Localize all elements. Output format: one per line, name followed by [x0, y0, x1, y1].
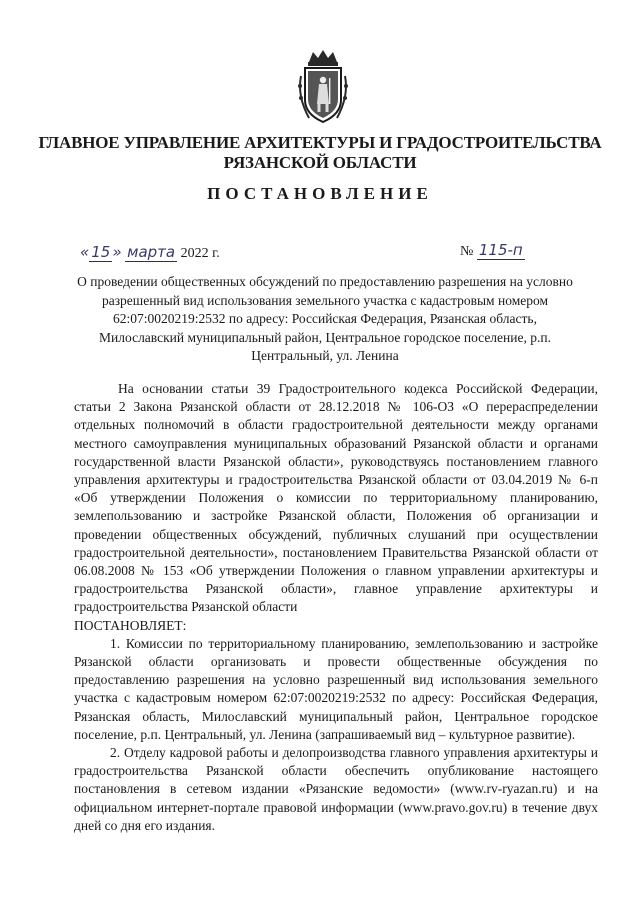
number-value: 115-п: [478, 241, 523, 259]
date-open-quote: «: [80, 243, 90, 261]
document-subject: О проведении общественных обсуждений по предоставлению разрешения на условно разрешенный вид использования земельного участка с кадастровым номером 62:07:0020219:2532 по адресу: Российская Федерация, Рязанская область, Милославский муниципальный район, Центральное городское поселение, р.п. Центральный, ул. Ленина: [77, 274, 573, 363]
date-month: марта: [127, 243, 176, 261]
org-line-1: ГЛАВНОЕ УПРАВЛЕНИЕ АРХИТЕКТУРЫ И ГРАДОСТРОИТЕЛЬСТВА: [38, 133, 602, 152]
coat-of-arms-icon: [295, 48, 351, 126]
number-label: №: [460, 244, 474, 259]
date-year: 2022 г.: [180, 246, 220, 261]
org-line-2: РЯЗАНСКОЙ ОБЛАСТИ: [223, 153, 417, 172]
document-date: [80, 243, 220, 262]
document-number: [460, 241, 525, 260]
date-close-quote: »: [112, 243, 122, 261]
item-1-paragraph: 1. Комиссии по территориальному планированию, землепользованию и застройке Рязанской области организовать и провести общественные обсуждения по предоставлению разрешения на условно разрешенный вид использования земельного участка с кадастровым номером 62:07:0020219:2532 по адресу: Российская Федерация, Рязанская область, Милославский муниципальный район, Центральное городское поселение, р.п. Центральный, ул. Ленина (запрашиваемый вид – культурное развитие).: [74, 635, 598, 742]
preamble-paragraph: На основании статьи 39 Градостроительного кодекса Российской Федерации, статьи 2 Закона Рязанской области от 28.12.2018 № 106-ОЗ «О перераспределении отдельных полномочий в области градостроительной деятельности между органами местного самоуправления муниципальных образований Рязанской области и органами государственной власти Рязанской области», руководствуясь постановлением главного управления архитектуры и градостроительства Рязанской области от 03.04.2019 № 6-п «Об утверждении Положения о комиссии по территориальному планированию, землепользованию и застройке Рязанской области, Положения об организации и проведении общественных обсуждений, публичных слушаний при осуществлении градостроительной деятельности», постановлением Правительства Рязанской области от 06.08.2008 № 153 «Об утверждении Положения о главном управлении архитектуры и градостроительства Рязанской области», главное управление архитектуры и градостроительства Рязанской области: [74, 381, 598, 615]
issuing-authority: [30, 133, 610, 173]
date-day: 15: [91, 243, 111, 261]
document-type: ПОСТАНОВЛЕНИЕ: [207, 184, 433, 203]
document-body: [74, 380, 598, 835]
resolves-heading: ПОСТАНОВЛЯЕТ:: [74, 617, 187, 633]
item-2-paragraph: 2. Отделу кадровой работы и делопроизводства главного управления архитектуры и градостроительства Рязанской области обеспечить опубликование настоящего постановления в сетевом издании «Рязанские ведомости» (www.rv-ryazan.ru) и на официальном интернет-портале правовой информации (www.pravo.gov.ru) в течение двух дней со дня его издания.: [74, 745, 598, 833]
